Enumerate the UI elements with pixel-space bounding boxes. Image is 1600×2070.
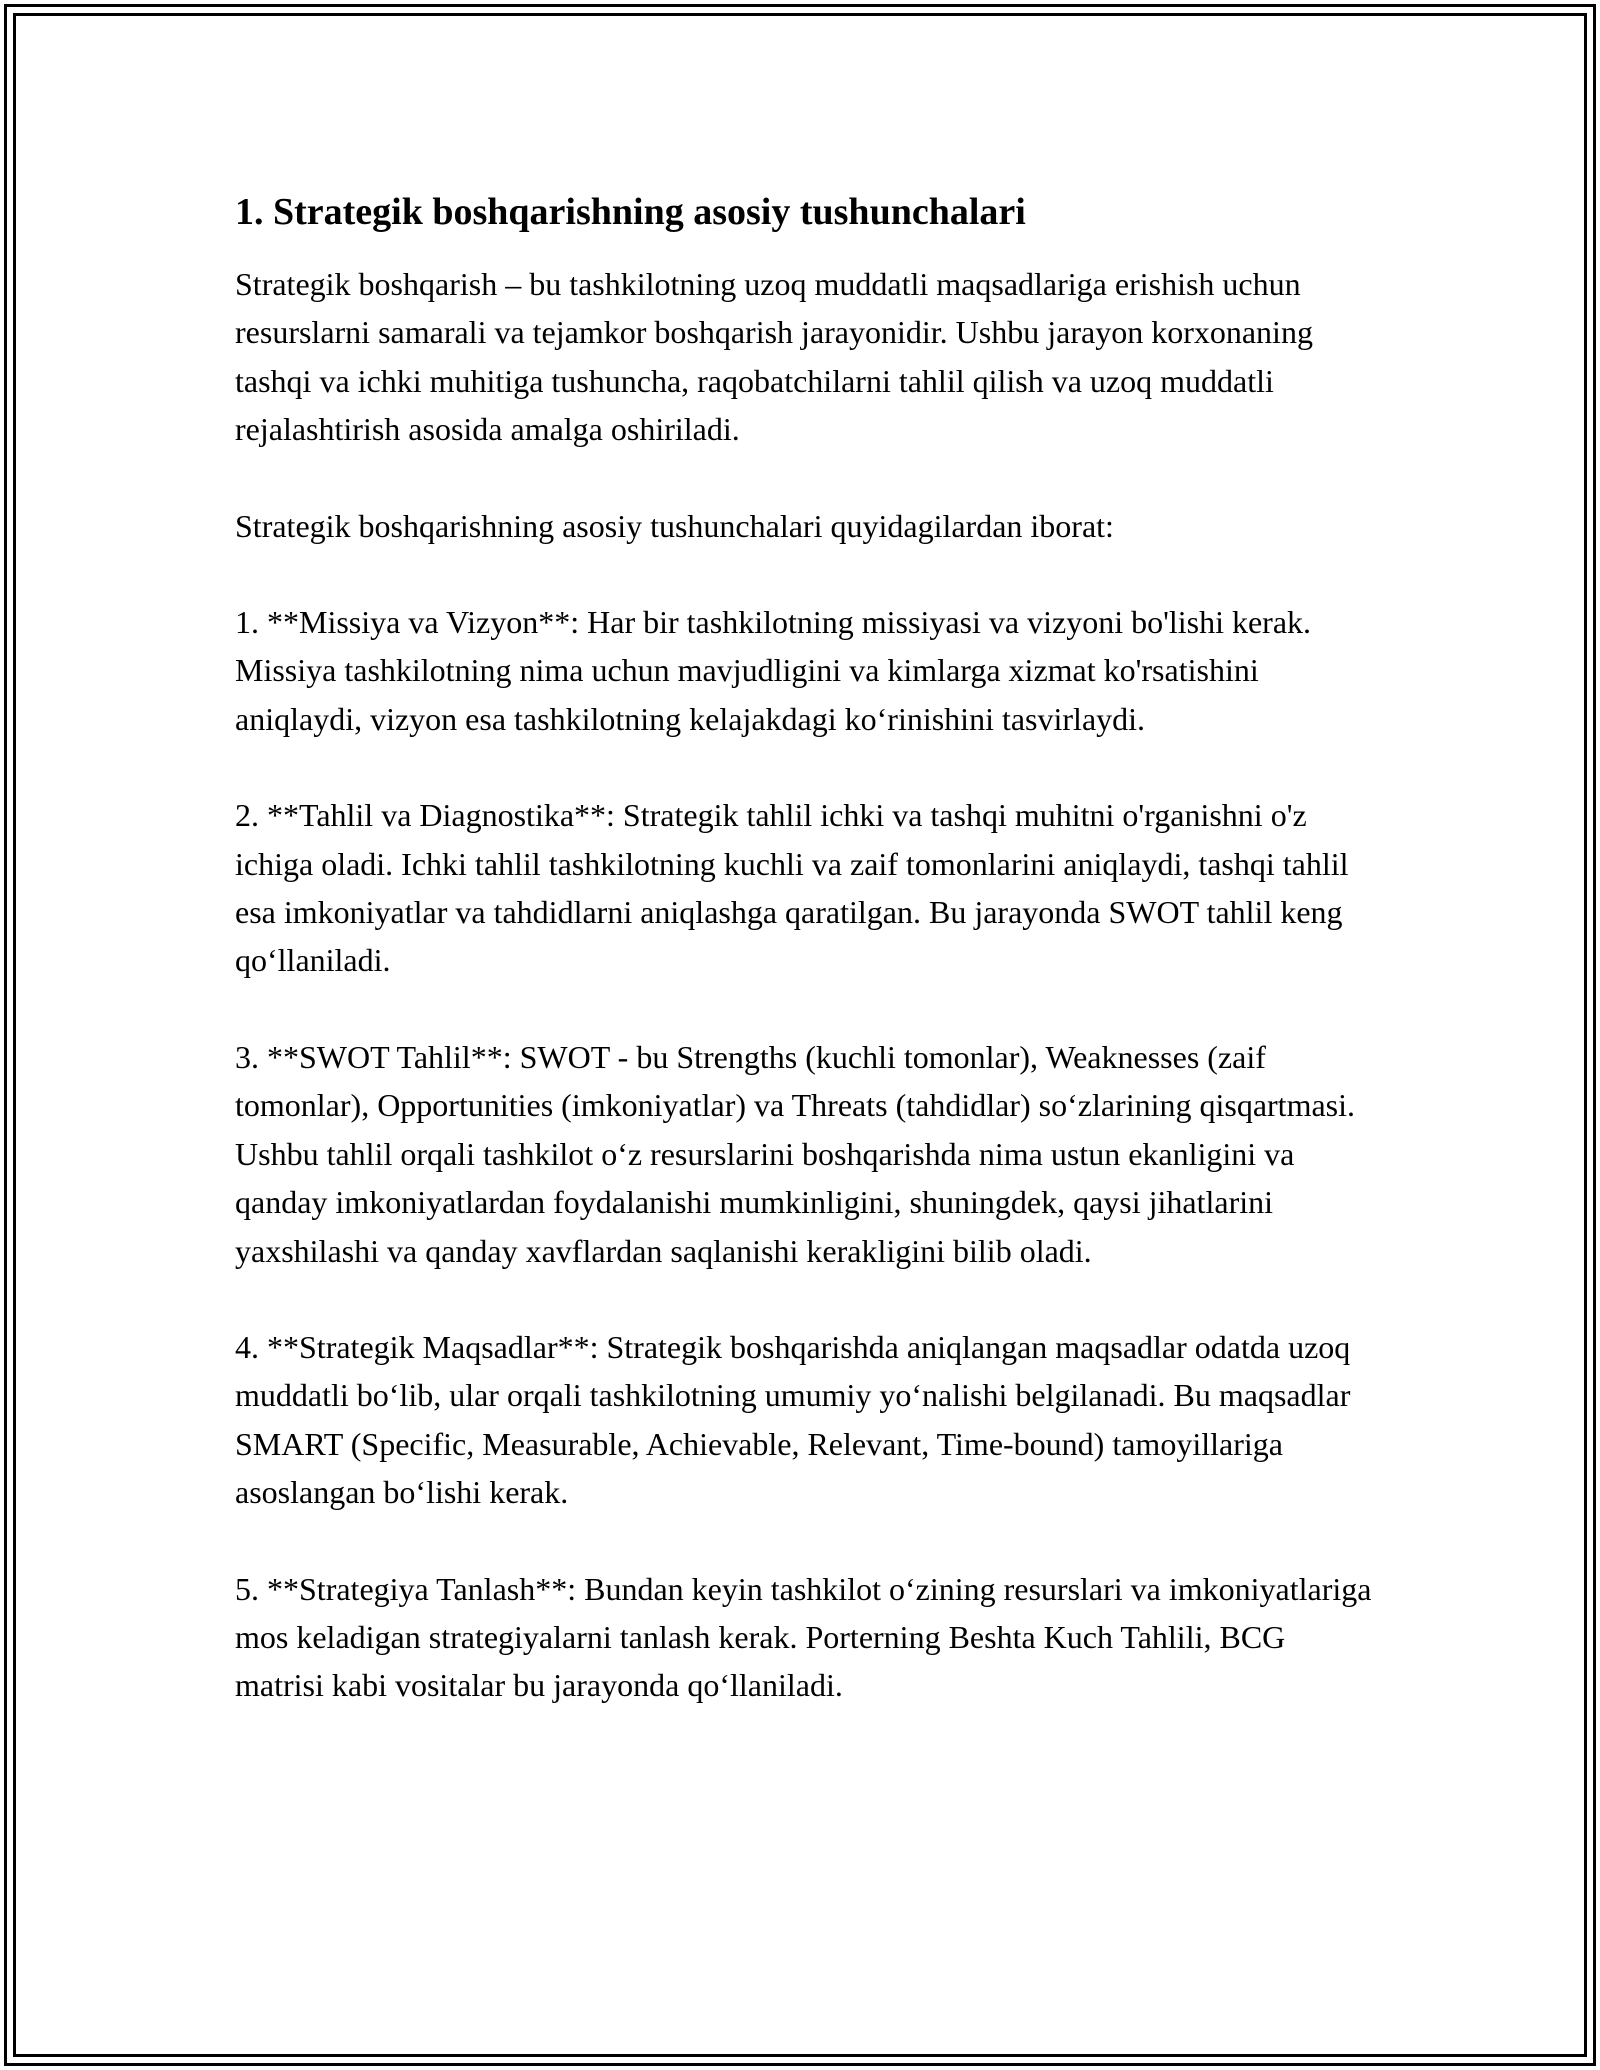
item-swot-tahlil: 3. **SWOT Tahlil**: SWOT - bu Strengths (kuchli tomonlar), Weaknesses (zaif tomonlar), Opportunities (imkoniyatlar) va Threats (tahdidlar) soʻzlarining qisqartmasi. Ushbu tahlil orqali tashkilot oʻz resurslarini boshqarishda nima ustun ekanligini va qanday imkoniyatlardan foydalanishi mumkinligini, shuningdek, qaysi jihatlarini yaxshilashi va qanday xavflardan saqlanishi kerakligini bilib oladi.: [235, 1038, 1355, 1269]
intro-paragraph: Strategik boshqarish – bu tashkilotning uzoq muddatli maqsadlariga erishish uchun resurslarni samarali va tejamkor boshqarish jarayonidir. Ushbu jarayon korxonaning tashqi va ichki muhitiga tushuncha, raqobatchilarni tahlil qilish va uzoq muddatli rejalashtirish asosida amalga oshiriladi.: [235, 266, 1313, 448]
item-strategik-maqsadlar: 4. **Strategik Maqsadlar**: Strategik boshqarishda aniqlangan maqsadlar odatda uzoq muddatli boʻlib, ular orqali tashkilotning umumiy yoʻnalishi belgilanadi. Bu maqsadlar SMART (Specific, Measurable, Achievable, Relevant, Time-bound) tamoyillariga asoslangan boʻlishi kerak.: [235, 1328, 1351, 1511]
item-tahlil-diagnostika: 2. **Tahlil va Diagnostika**: Strategik tahlil ichki va tashqi muhitni o'rganishni o'z ichiga oladi. Ichki tahlil tashkilotning kuchli va zaif tomonlarini aniqlaydi, tashqi tahlil esa imkoniyatlar va tahdidlarni aniqlashga qaratilgan. Bu jarayonda SWOT tahlil keng qoʻllaniladi.: [235, 797, 1349, 979]
item-missiya-vizyon: 1. **Missiya va Vizyon**: Har bir tashkilotning missiyasi va vizyoni bo'lishi kerak. Missiya tashkilotning nima uchun mavjudligini va kimlarga xizmat ko'rsatishini aniqlaydi, vizyon esa tashkilotning kelajakdagi koʻrinishini tasvirlaydi.: [235, 604, 1312, 737]
item-strategiya-tanlash: 5. **Strategiya Tanlash**: Bundan keyin tashkilot oʻzining resurslari va imkoniyatlariga mos keladigan strategiyalarni tanlash kerak. Porterning Beshta Kuch Tahlili, BCG matrisi kabi vositalar bu jarayonda qoʻllaniladi.: [235, 1570, 1372, 1704]
lead-paragraph: Strategik boshqarishning asosiy tushunchalari quyidagilardan iborat:: [235, 507, 1114, 544]
page-title: 1. Strategik boshqarishning asosiy tushunchalari: [235, 191, 1026, 233]
document-body: [235, 186, 1375, 1758]
